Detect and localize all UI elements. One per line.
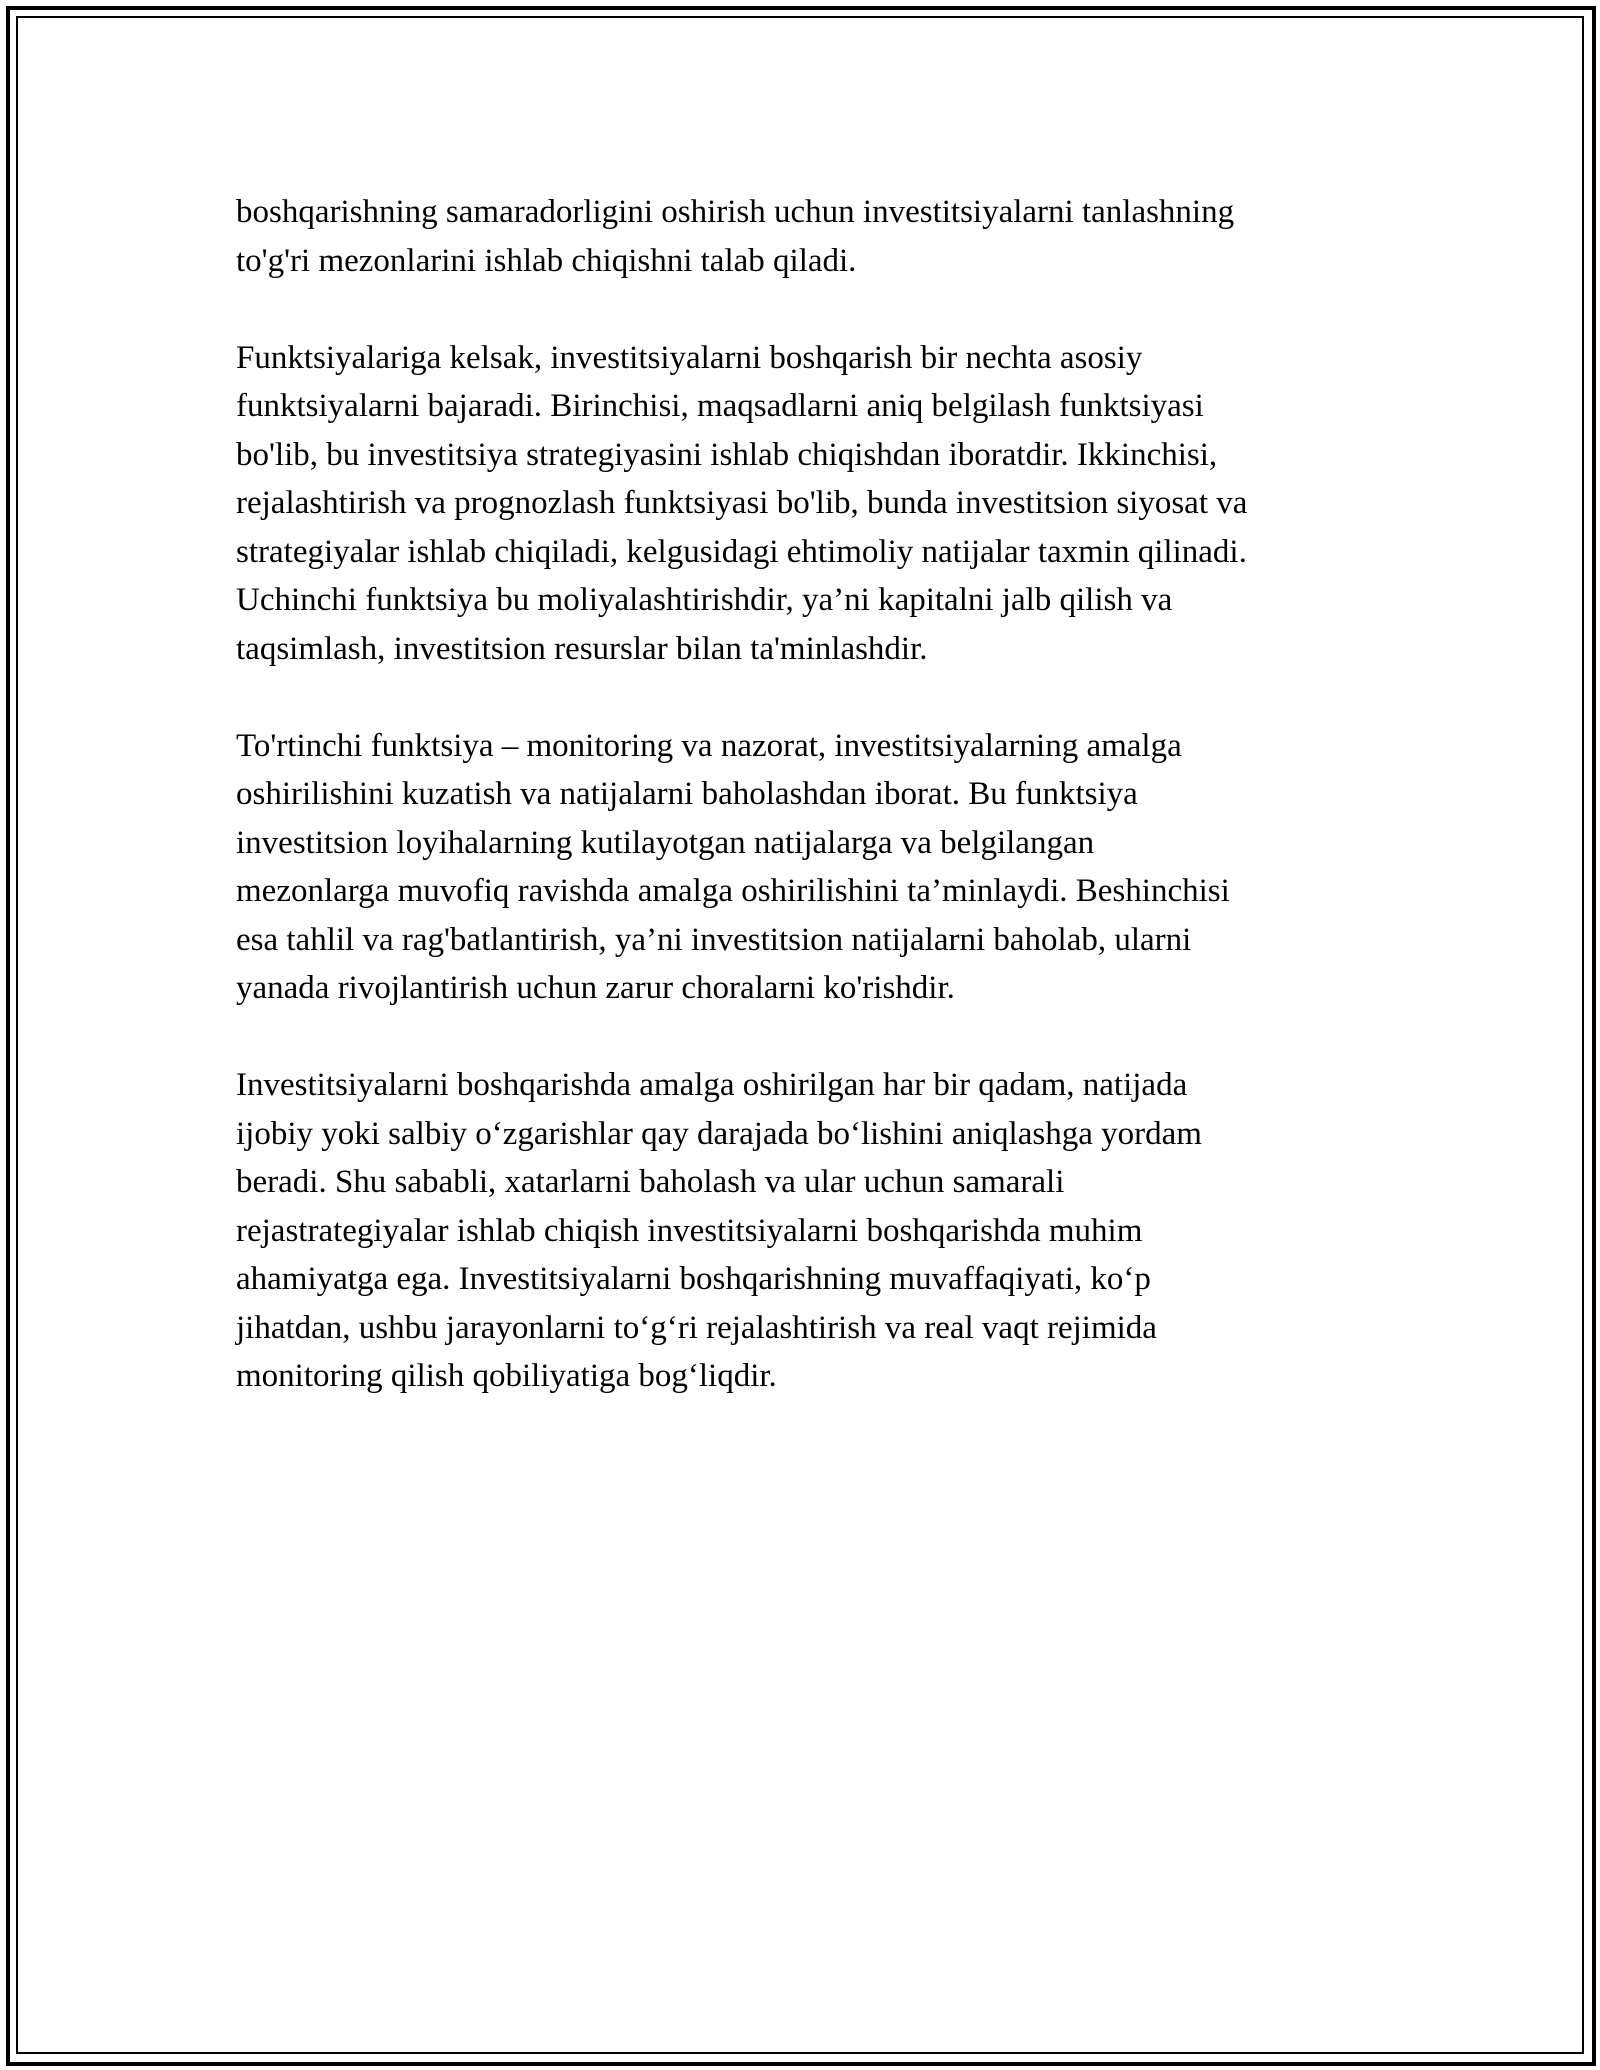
document-body xyxy=(236,188,1376,1449)
paragraph: boshqarishning samaradorligini oshirish uchun investitsiyalarni tanlashning to'g'ri mezonlarini ishlab chiqishni talab qiladi. xyxy=(236,194,1235,279)
paragraph: To'rtinchi funktsiya – monitoring va nazorat, investitsiyalarning amalga oshirilishini kuzatish va natijalarni baholashdan iborat. Bu funktsiya investitsion loyihalarning kutilayotgan natijalarga va belgilangan mezonlarga muvofiq ravishda amalga oshirilishini ta’minlaydi. Beshinchisi esa tahlil va rag'batlantirish, ya’ni investitsion natijalarni baholab, ularni yanada rivojlantirish uchun zarur choralarni ko'rishdir. xyxy=(236,727,1230,1006)
paragraph: Funktsiyalariga kelsak, investitsiyalarni boshqarish bir nechta asosiy funktsiyalarni bajaradi. Birinchisi, maqsadlarni aniq belgilash funktsiyasi bo'lib, bu investitsiya strategiyasini ishlab chiqishdan iboratdir. Ikkinchisi, rejalashtirish va prognozlash funktsiyasi bo'lib, bunda investitsion siyosat va strategiyalar ishlab chiqiladi, kelgusidagi ehtimoliy natijalar taxmin qilinadi. Uchinchi funktsiya bu moliyalashtirishdir, ya’ni kapitalni jalb qilish va taqsimlash, investitsion resurslar bilan ta'minlashdir. xyxy=(236,339,1248,667)
paragraph: Investitsiyalarni boshqarishda amalga oshirilgan har bir qadam, natijada ijobiy yoki salbiy oʻzgarishlar qay darajada boʻlishini aniqlashga yordam beradi. Shu sababli, xatarlarni baholash va ular uchun samarali rejastrategiyalar ishlab chiqish investitsiyalarni boshqarishda muhim ahamiyatga ega. Investitsiyalarni boshqarishning muvaffaqiyati, koʻp jihatdan, ushbu jarayonlarni toʻgʻri rejalashtirish va real vaqt rejimida monitoring qilish qobiliyatiga bogʻliqdir. xyxy=(236,1067,1202,1394)
